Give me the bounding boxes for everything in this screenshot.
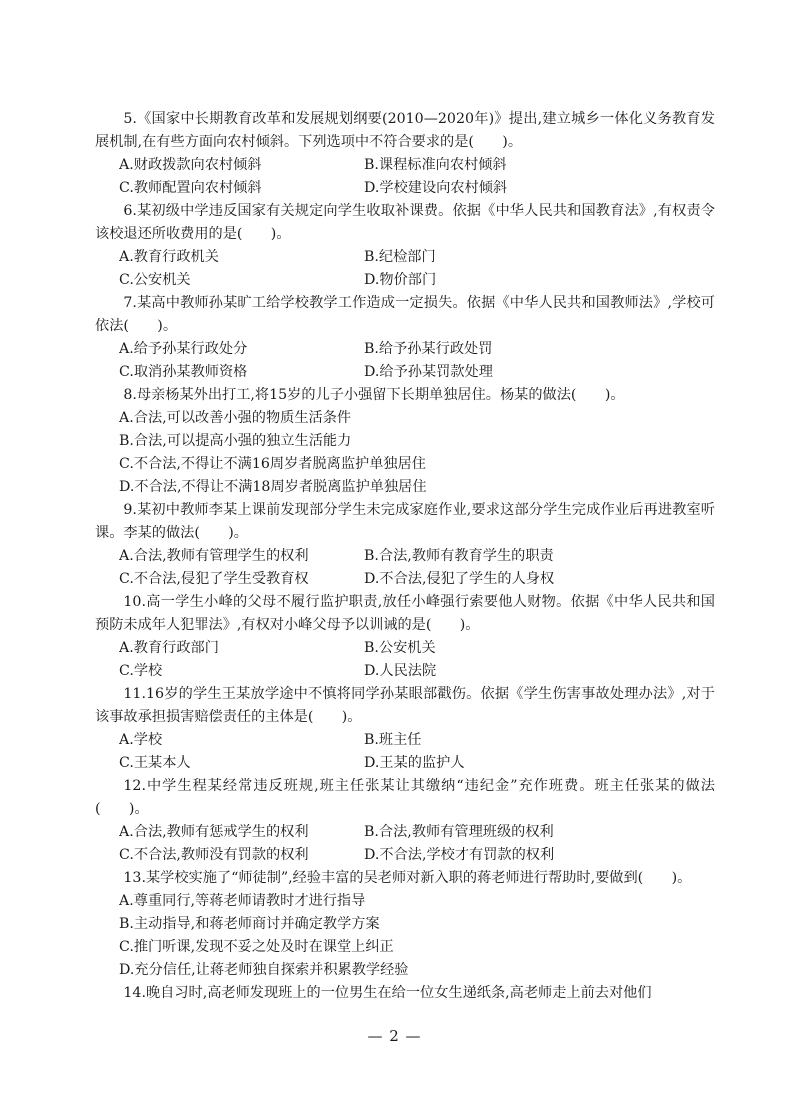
option-b: B.课程标准向农村倾斜 [364, 157, 507, 173]
question-8 [95, 384, 715, 499]
option-c: C.不合法,不得让不满16周岁者脱离监护单独居住 [119, 456, 426, 472]
option-c: C.不合法,教师没有罚款的权利 [119, 847, 309, 863]
question-11 [95, 683, 715, 775]
option-d: D.不合法,侵犯了学生的人身权 [364, 571, 555, 587]
question-12 [95, 775, 715, 867]
option-a: A.合法,可以改善小强的物质生活条件 [119, 410, 352, 426]
question-9 [95, 499, 715, 591]
document-page [95, 108, 715, 1005]
option-a: A.合法,教师有管理学生的权利 [119, 548, 309, 564]
option-a: A.财政拨款向农村倾斜 [119, 157, 262, 173]
option-b: B.纪检部门 [364, 249, 436, 265]
option-group [95, 637, 715, 683]
question-stem: 11.16岁的学生王某放学途中不慎将同学孙某眼部戳伤。依据《学生伤害事故处理办法》,对于该事故承担损害赔偿责任的主体是( )。 [95, 686, 715, 725]
option-group [95, 407, 715, 499]
question-stem: 9.某初中教师李某上课前发现部分学生未完成家庭作业,要求这部分学生完成作业后再进教室听课。李某的做法( )。 [95, 502, 715, 541]
option-c: C.王某本人 [119, 755, 191, 771]
question-stem: 6.某初级中学违反国家有关规定向学生收取补课费。依据《中华人民共和国教育法》,有权责令该校退还所收费用的是( )。 [95, 203, 715, 242]
option-d: D.充分信任,让蒋老师独自探索并积累教学经验 [119, 962, 409, 978]
question-10 [95, 591, 715, 683]
option-a: A.教育行政机关 [119, 249, 219, 265]
option-a: A.教育行政部门 [119, 640, 219, 656]
question-stem: 5.《国家中长期教育改革和发展规划纲要(2010—2020年)》提出,建立城乡一体化义务教育发展机制,在有些方面向农村倾斜。下列选项中不符合要求的是( )。 [95, 111, 715, 150]
question-5 [95, 108, 715, 200]
option-group [95, 246, 715, 292]
question-stem: 7.某高中教师孙某旷工给学校教学工作造成一定损失。依据《中华人民共和国教师法》,学校可依法( )。 [95, 295, 715, 334]
option-a: A.给予孙某行政处分 [119, 341, 248, 357]
option-a: A.尊重同行,等蒋老师请教时才进行指导 [119, 893, 366, 909]
option-a: A.学校 [119, 732, 163, 748]
option-d: D.给予孙某罚款处理 [364, 364, 493, 380]
option-b: B.给予孙某行政处罚 [364, 341, 493, 357]
option-group [95, 890, 715, 982]
option-b: B.合法,可以提高小强的独立生活能力 [119, 433, 352, 449]
option-d: D.不合法,学校才有罚款的权利 [364, 847, 555, 863]
option-d: D.王某的监护人 [364, 755, 465, 771]
page-number: — 2 — [367, 1027, 422, 1045]
option-d: D.学校建设向农村倾斜 [364, 180, 508, 196]
question-13 [95, 867, 715, 982]
option-d: D.物价部门 [364, 272, 437, 288]
option-c: C.推门听课,发现不妥之处及时在课堂上纠正 [119, 939, 394, 955]
question-stem: 12.中学生程某经常违反班规,班主任张某让其缴纳“违纪金”充作班费。班主任张某的做法( )。 [95, 778, 715, 817]
option-c: C.教师配置向农村倾斜 [119, 180, 262, 196]
option-group [95, 729, 715, 775]
option-b: B.主动指导,和蒋老师商讨并确定教学方案 [119, 916, 380, 932]
option-d: D.人民法院 [364, 663, 437, 679]
option-b: B.合法,教师有管理班级的权利 [364, 824, 554, 840]
option-c: C.学校 [119, 663, 163, 679]
option-c: C.公安机关 [119, 272, 191, 288]
option-group [95, 545, 715, 591]
option-b: B.班主任 [364, 732, 422, 748]
option-b: B.公安机关 [364, 640, 436, 656]
option-d: D.不合法,不得让不满18周岁者脱离监护单独居住 [119, 479, 427, 495]
question-stem: 10.高一学生小峰的父母不履行监护职责,放任小峰强行索要他人财物。依据《中华人民共和国预防未成年人犯罪法》,有权对小峰父母予以训诫的是( )。 [95, 594, 715, 633]
option-c: C.不合法,侵犯了学生受教育权 [119, 571, 309, 587]
option-b: B.合法,教师有教育学生的职责 [364, 548, 554, 564]
option-group [95, 154, 715, 200]
question-stem: 13.某学校实施了“师徒制”,经验丰富的吴老师对新入职的蒋老师进行帮助时,要做到( )。 [123, 870, 692, 886]
option-group [95, 338, 715, 384]
question-7 [95, 292, 715, 384]
option-group [95, 821, 715, 867]
question-14 [95, 982, 715, 1005]
option-c: C.取消孙某教师资格 [119, 364, 248, 380]
option-a: A.合法,教师有惩戒学生的权利 [119, 824, 309, 840]
question-6 [95, 200, 715, 292]
question-stem: 14.晚自习时,高老师发现班上的一位男生在给一位女生递纸条,高老师走上前去对他们 [123, 985, 652, 1001]
question-stem: 8.母亲杨某外出打工,将15岁的儿子小强留下长期单独居住。杨某的做法( )。 [123, 387, 625, 403]
